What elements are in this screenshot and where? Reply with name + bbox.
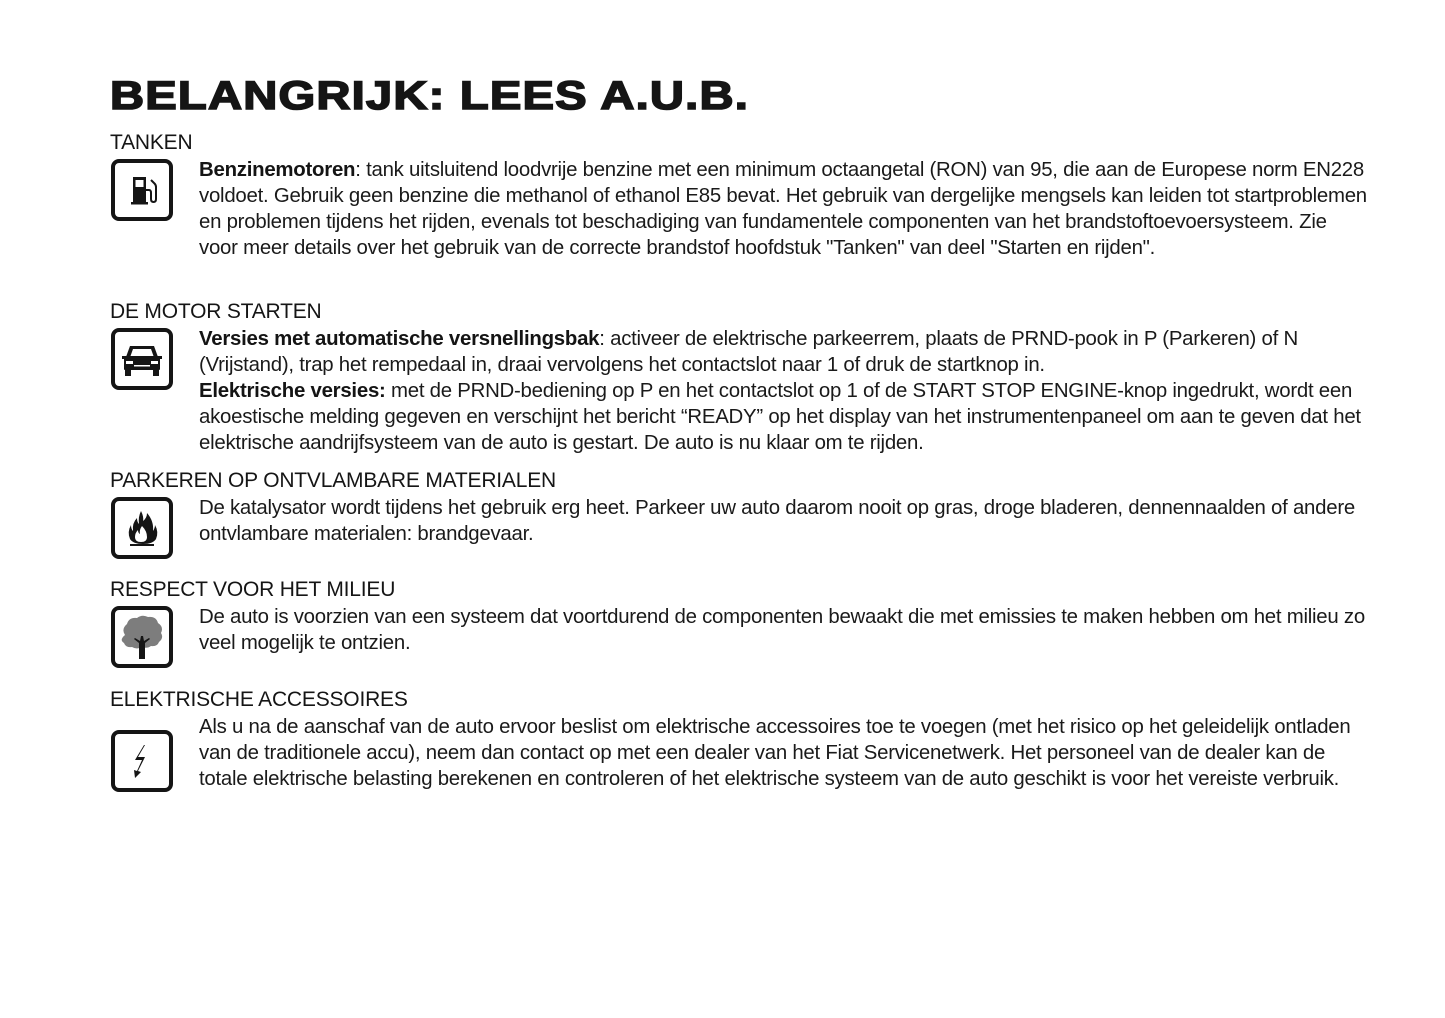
paragraph-bold-lead: Versies met automatische versnellingsbak bbox=[199, 328, 600, 350]
paragraph-bold-lead: Elektrische versies: bbox=[199, 380, 386, 402]
section-body bbox=[110, 714, 1370, 792]
section-heading: PARKEREN OP ONTVLAMBARE MATERIALEN bbox=[110, 469, 556, 492]
page-title: BELANGRIJK: LEES A.U.B. bbox=[110, 74, 750, 118]
flame-icon bbox=[111, 497, 173, 559]
paragraph bbox=[199, 604, 1370, 656]
fuel-pump-icon bbox=[111, 159, 173, 221]
section-milieu bbox=[110, 578, 1370, 656]
paragraph-text: : tank uitsluitend loodvrije benzine met een minimum octaangetal (RON) van 95, die aan de Europese norm EN228 voldoet. Gebruik geen benzine die methanol of ethanol E85 bevat. Het gebruik van dergelijke mengsels kan leiden tot startproblemen en problemen tijdens het rijden, evenals tot beschadiging van fundamentele componenten van het brandstoftoevoersysteem. Zie voor meer details over het gebruik van de correcte brandstof hoofdstuk "Tanken" van deel "Starten en rijden". bbox=[199, 159, 1367, 259]
section-text bbox=[199, 326, 1370, 456]
section-body bbox=[110, 157, 1370, 261]
section-text bbox=[199, 604, 1370, 656]
lightning-bolt-icon bbox=[111, 730, 173, 792]
section-body bbox=[110, 604, 1370, 656]
tree-icon bbox=[111, 606, 173, 668]
section-elektrische-accessoires bbox=[110, 688, 1370, 792]
car-front-icon bbox=[111, 328, 173, 390]
section-body bbox=[110, 495, 1370, 547]
section-tanken bbox=[110, 131, 1370, 261]
paragraph bbox=[199, 326, 1370, 378]
section-text bbox=[199, 157, 1370, 261]
section-de-motor-starten bbox=[110, 300, 1370, 456]
paragraph-text: met de PRND-bediening op P en het contactslot op 1 of de START STOP ENGINE-knop ingedrukt, wordt een akoestische melding gegeven en verschijnt het bericht “READY” op het display van het instrumentenpaneel om aan te geven dat het elektrische aandrijfsysteem van de auto is gestart. De auto is nu klaar om te rijden. bbox=[199, 380, 1361, 454]
section-parkeren bbox=[110, 469, 1370, 547]
section-text bbox=[199, 495, 1370, 547]
paragraph bbox=[199, 714, 1370, 792]
paragraph-text: De katalysator wordt tijdens het gebruik erg heet. Parkeer uw auto daarom nooit op gras, droge bladeren, dennennaalden of andere ontvlambare materialen: brandgevaar. bbox=[199, 497, 1355, 545]
section-heading: TANKEN bbox=[110, 131, 193, 154]
paragraph-bold-lead: Benzinemotoren bbox=[199, 159, 356, 181]
paragraph bbox=[199, 157, 1370, 261]
section-text bbox=[199, 714, 1370, 792]
section-heading: RESPECT VOOR HET MILIEU bbox=[110, 578, 396, 601]
paragraph-text: De auto is voorzien van een systeem dat voortdurend de componenten bewaakt die met emissies te maken hebben om het milieu zo veel mogelijk te ontzien. bbox=[199, 606, 1365, 654]
paragraph bbox=[199, 495, 1370, 547]
paragraph-text: Als u na de aanschaf van de auto ervoor beslist om elektrische accessoires toe te voegen (met het risico op het geleidelijk ontladen van de traditionele accu), neem dan contact op met een dealer van het Fiat Servicenetwerk. Het personeel van de dealer kan de totale elektrische belasting berekenen en controleren of het elektrische systeem van de auto geschikt is voor het vereiste verbruik. bbox=[199, 716, 1351, 790]
paragraph-text: : activeer de elektrische parkeerrem, plaats de PRND-pook in P (Parkeren) of N (Vrijstand), trap het rempedaal in, draai vervolgens het contactslot naar 1 of druk de startknop in. bbox=[199, 328, 1298, 376]
section-body bbox=[110, 326, 1370, 456]
section-heading: ELEKTRISCHE ACCESSOIRES bbox=[110, 688, 408, 711]
paragraph bbox=[199, 378, 1370, 456]
section-heading: DE MOTOR STARTEN bbox=[110, 300, 322, 323]
